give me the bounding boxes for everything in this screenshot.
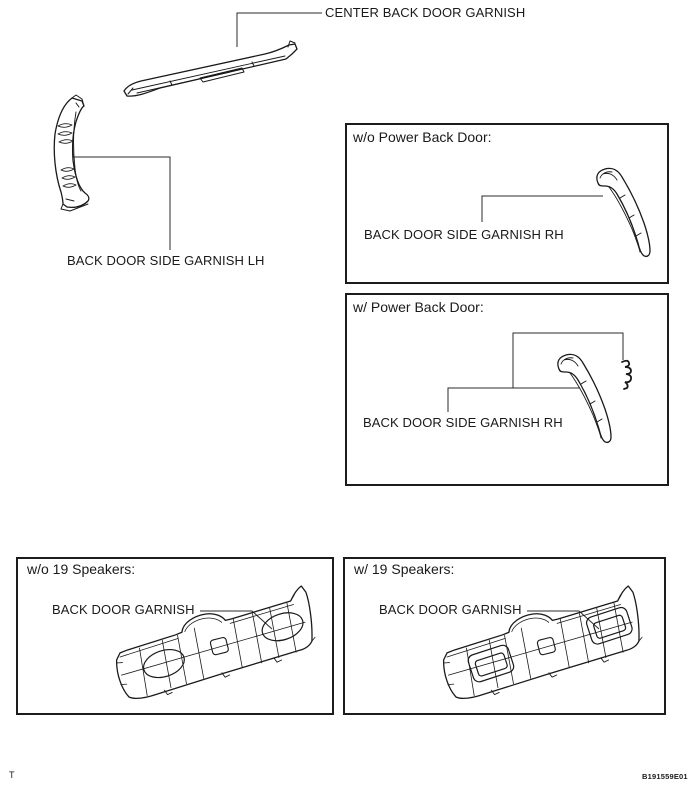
- back-door-garnish-label-w-speakers: BACK DOOR GARNISH: [379, 602, 522, 617]
- back-door-side-garnish-lh-drawing: [54, 95, 89, 211]
- panel-title-wo-19-speakers: w/o 19 Speakers:: [27, 561, 136, 577]
- leader-line-rh-wo-power: [482, 196, 603, 222]
- side-garnish-rh-label-wo-power: BACK DOOR SIDE GARNISH RH: [364, 227, 564, 242]
- panel-title-w-19-speakers: w/ 19 Speakers:: [354, 561, 455, 577]
- garnish-clip-drawing: [622, 361, 631, 389]
- back-door-garnish-label-wo-speakers: BACK DOOR GARNISH: [52, 602, 195, 617]
- leader-lines: [73, 13, 623, 629]
- leader-line-rh-w-power: [448, 388, 580, 412]
- back-door-side-garnish-rh-w-power-drawing: [558, 354, 611, 442]
- center-back-door-garnish-drawing: [124, 41, 297, 96]
- leader-line-side-garnish-lh: [73, 157, 170, 250]
- leader-line-clip: [513, 333, 623, 388]
- side-garnish-rh-label-w-power: BACK DOOR SIDE GARNISH RH: [363, 415, 563, 430]
- panel-title-wo-power-back-door: w/o Power Back Door:: [353, 129, 492, 145]
- leader-line-center-garnish: [237, 13, 322, 47]
- panel-title-w-power-back-door: w/ Power Back Door:: [353, 299, 484, 315]
- center-garnish-label: CENTER BACK DOOR GARNISH: [325, 5, 526, 20]
- figure-code: B191559E01: [642, 772, 688, 781]
- side-garnish-lh-label: BACK DOOR SIDE GARNISH LH: [67, 253, 265, 268]
- back-door-side-garnish-rh-wo-power-drawing: [597, 168, 650, 256]
- page-footer-mark: T: [9, 770, 15, 780]
